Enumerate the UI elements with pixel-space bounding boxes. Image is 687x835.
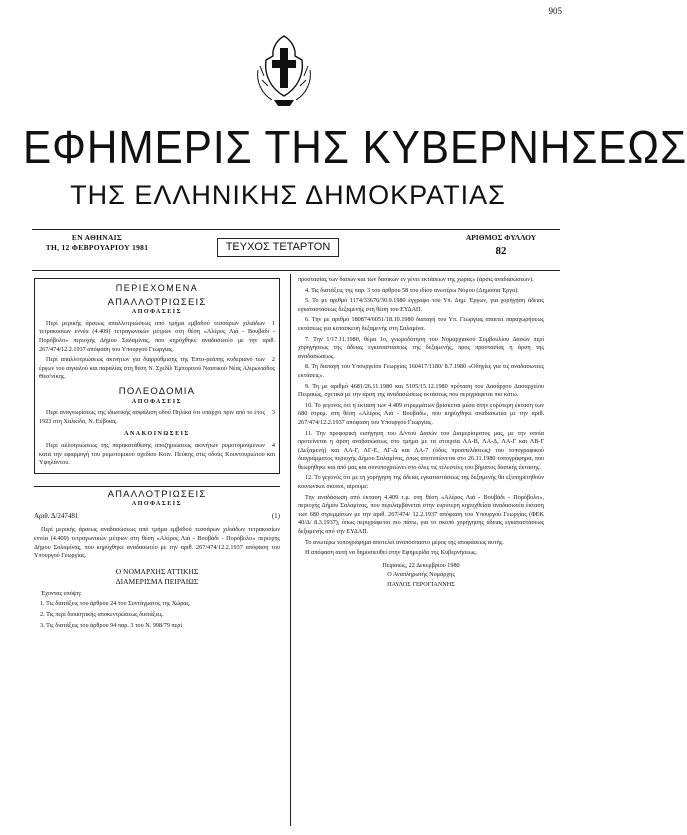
- page-number: 905: [548, 6, 562, 16]
- left-column: [34, 276, 280, 632]
- signature-place-date: Πειραιώς, 22 Δεκεμβρίου 1980: [382, 561, 460, 569]
- gazette-title: ΕΦΗΜΕΡΙΣ ΤΗΣ ΚΥΒΕΡΝΗΣΕΩΣ: [23, 121, 687, 173]
- signature-role: Ο Αναπληρωτής Νομάρχης: [387, 571, 455, 579]
- contents-section-3-sub: ΑΝΑΚΟΙΝΩΣΕΙΣ: [124, 431, 190, 438]
- date-text: ΤΗ, 12 ΦΕΒΡΟΥΑΡΙΟΥ 1981: [45, 243, 149, 252]
- issue-info-bar: [32, 232, 560, 268]
- considerant-item: 8. Τη διαταγή του Υπουργείου Γεωργίας 160417/1180/ 8.7.1980 «Οδηγίες για τις αναδασωτέες εκτάσεις».: [298, 363, 544, 379]
- contents-entry: 1 Περί μερικής άρσεως απαλλοτριώσεως από τμήμα εμβαδού τεσσάρων χιλιάδων τετρακοσίων εννέα (4.409) τετραγωνικών μέτρων στη θέση «Αλέρος Λιά - Βουβάδι - Πορόβολο» περιοχής Δήμου Σαλαμίνας, που κηρύχθηκε αναδασωτέο με την αριθ. 267/474/12.2.1937 απόφαση του Υπουργού Γεωργίας.: [39, 319, 275, 353]
- contents-section-1-sub: ΑΠΟΦΑΣΕΙΣ: [131, 309, 183, 316]
- gazette-subtitle: ΤΗΣ ΕΛΛΗΝΙΚΗΣ ΔΗΜΟΚΡΑΤΙΑΣ: [70, 180, 506, 210]
- contents-box: [34, 278, 280, 474]
- contents-entry: 4 Περί αλλοτριώσεως της παρακατάθεσης αποζημιώσεως ακινήτων ρυμοτομούμενων κατά την εφαρμογή του ρυμοτομικού σχεδίου Κοιν. Πεύκης στις οδούς Κουντουριώτου και Υψηλάντου.: [39, 441, 275, 467]
- contents-entry: 3 Περί αναγνωρίσεως της ιδιωτικής ασφάλιση οδού Πηλίκα ότι υπάρχει πριν από το έτος 1923 στη Χαλκίδα, Ν. Εύβοιας.: [39, 409, 275, 425]
- decision-tag: (1): [271, 511, 280, 520]
- decision-number-line: [34, 512, 280, 521]
- signature-name: ΠΑΥΛΟΣ ΓΕΡΟΓΙΑΝΝΗΣ: [387, 581, 455, 588]
- column-divider: [290, 274, 291, 826]
- annex-note: Το ανωτέρω τοπογράφημα αποτελεί αναπόσπαστο μέρος της αποφάσεως αυτής.: [305, 538, 504, 546]
- decision-body: Την αναδάσωση από έκταση 4.409 τ.μ. στη θέση «Αλέρος Λιά - Βουβάδι - Πορόβολο», περιοχής Δήμου Σαλαμίνας, που περιλαμβάνεται στην ευρύτερη κηρυχθείσα αναδασωτέα έκταση των 680 στρεμμάτων με την αριθ. 267/474/ 12.2.1937 απόφαση του Υπουργού Γεωργίας (ΦΕΚ 40/Δ/ 8.3.1937), όπως περιγράφεται πιο πάνω, για το σκοπό χορήγησης άδειας εγκαταστάσεως δεξαμενής από την ΕΥΔΑΠ.: [298, 493, 544, 536]
- considerant-item: 4. Τις διατάξεις της παρ. 3 του άρθρου 58 του ιδίου ανωτέρω Νόμου (Δημόσια Έργα).: [305, 286, 519, 294]
- header-bottom-rule: [32, 270, 560, 271]
- contents-section-2-title: ΠΟΛΕΟΔΟΜΙΑ: [118, 385, 196, 397]
- considerant-continued: προστασίας των δασών και των δασικών εν γένει εκτάσεων της χώρας» (άρσις αναδασώσεων).: [298, 276, 534, 283]
- sheet-label: ΑΡΙΘΜΟΣ ΦΥΛΛΟΥ: [465, 233, 537, 242]
- considerant-item: 11. Την προφορική εισήγηση του Δ/ντού Δασών του Διαμερίσματος μας, με την οποία προτείνεται η άρση αναδασώσεως στο τμήμα με τα στοιχεία ΛΑ-Β, ΛΑ-Δ, ΛΑ-Γ και ΛΒ-Γ (Δεξαμενή) και ΛΑ-Γ, ΛΓ-Ε, ΛΓ-Δ και ΛΑ-7 (όδος προσπελάσεως) του τοπογραφικού διαγράμματος περιοχής Δήμου Σαλαμίνας, όπως αποτυπώνεται στο 26.11.1980 τοπογράφημα, που θεωρήθηκε και από μας και συνυποχρεώνει στο όλες τις τέλεστέες του βήματος δασικής έκτασης.: [298, 429, 544, 471]
- contents-heading: ΠΕΡΙΕΧΟΜΕΝΑ: [115, 283, 199, 293]
- body-section-title: ΑΠΑΛΛΟΤΡΙΩΣΕΙΣ: [107, 488, 207, 500]
- considerant-item: 9. Τη με αριθμό 4681/26.11.1980 και 5105/15.12.1980 πρόταση του Δασάρχου Δασαρχείου Πειραιώς, σχετικά με την άρση της αναδασώσεως εκτάσεως που περιγράφεται πιο κάτω.: [298, 382, 544, 399]
- place-text: ΕΝ ΑΘΗΝΑΙΣ: [71, 233, 123, 242]
- considerant-item: 5. Το με αριθμό 1174/33676/30.9.1980 έγγραφο του Υπ. Δημ. Έργων, για χορήγηση άδειας εγκαταστάσεως δεξαμενής στη θέση του ΕΥΔΑΠ.: [298, 297, 544, 313]
- publication-note: Η απόφαση αυτή να δημοσιευθεί στην Εφημερίδα της Κυβερνήσεως.: [305, 549, 478, 557]
- considerant-item: 7. Την 1/17.11.1980, θέμα 1ο, γνωμοδότηση του Νομαρχιακού Συμβουλίου Δασών περί χορηγήσεως της άδειας εγκαταστάσεως της δεξαμενής, προς προστασίας η άρση της αναδασώσεως.: [298, 335, 544, 360]
- sheet-number-block: [442, 233, 560, 256]
- considerant-item: 10. Το γεγονός ότι η έκταση των 4.409 στρεμμάτων βρίσκεται μέσα στην ευρύτερη έκταση των 680 στρεμ. στη θέση «Αλέρος Λιά - Βουβάδι», που κηρύχθηκε αναδασωτέα με την αριθ. 267/474/12.2.1937 απόφαση του Υπουργού Γεωργίας.: [298, 401, 544, 426]
- considerant-item: 2. Τις περί διοικητικής αποκεντρώσεως διατάξεις.: [40, 611, 164, 619]
- issue-label: ΤΕΥΧΟΣ ΤΕΤΑΡΤΟΝ: [217, 238, 339, 257]
- coat-of-arms-icon: [252, 30, 316, 110]
- signature-block: [298, 562, 544, 590]
- authority-title: Ο ΝΟΜΑΡΧΗΣ ΑΤΤΙΚΗΣ: [115, 566, 199, 576]
- considerant-item: 1. Τις διατάξεις του άρθρου 24 του Συντάγματος της Χώρας.: [40, 600, 191, 608]
- contents-section-2-sub: ΑΠΟΦΑΣΕΙΣ: [131, 398, 183, 405]
- considerant-item: 6. Την με αριθμό 180874/6051/18.10.1980 διαταγή του Υπ. Γεωργίας απαιτεί παραχωρήσεως εκτάσεως για κατασκευή δεξαμενής στη Σαλαμίνα.: [298, 316, 544, 332]
- place-date: [32, 233, 162, 253]
- considerant-item: 3. Τις διατάξεις του άρθρου 94 παρ. 3 του Ν. 998/79 περί: [40, 621, 183, 629]
- contents-entry: 2 Περί απαλλοτριώσεως ακινήτων για διαρρύθμισης της Έπτο-ρεάπης κυδεριανό των έργων του αιγιαλού και παραλίας στη θέση Ν. Σχεδίλ Έμποριτού Ναυτικού Νέας Αλιρωνιάδος Θεσ/νίκης.: [39, 356, 275, 381]
- having-regard: Έχοντας υπόψη:: [41, 589, 82, 597]
- right-column: [298, 276, 544, 591]
- top-rule: [32, 229, 560, 230]
- authority-division: ΔΙΑΜΕΡΙΣΜΑ ΠΕΙΡΑΙΩΣ: [115, 576, 199, 586]
- body-section-sub: ΑΠΟΦΑΣΕΙΣ: [131, 501, 183, 508]
- contents-section-1-title: ΑΠΑΛΛΟΤΡΙΩΣΕΙΣ: [107, 296, 207, 308]
- sheet-number: 82: [495, 245, 507, 257]
- decision-number: Αριθ. Δ/247481: [34, 511, 79, 520]
- considerant-item: 12. Το γεγονός ότι με τη χορήγηση της άδειας εγκαταστάσεως της δεξαμενής θα εξυπηρετηθούν κοινωνικοί σκοποί, αίρουμε:: [298, 474, 544, 491]
- decision-summary: Περί μερικής άρσεως αναδασώσεως από τμήμα εμβαδού τεσσάρων χιλιάδων τετρακοσίων εννέα (4.409) τετραγωνικών μέτρων στη θέση «Αλέρος Λιά - Βουβάδι - Πορόβολο» περιοχής Δήμου Σαλαμίνας, που κηρύχθηκε αναδασωτέο με την αριθ. 267/474/12.2.1937 απόφαση του Υπουργού Γεωργίας.: [34, 526, 280, 560]
